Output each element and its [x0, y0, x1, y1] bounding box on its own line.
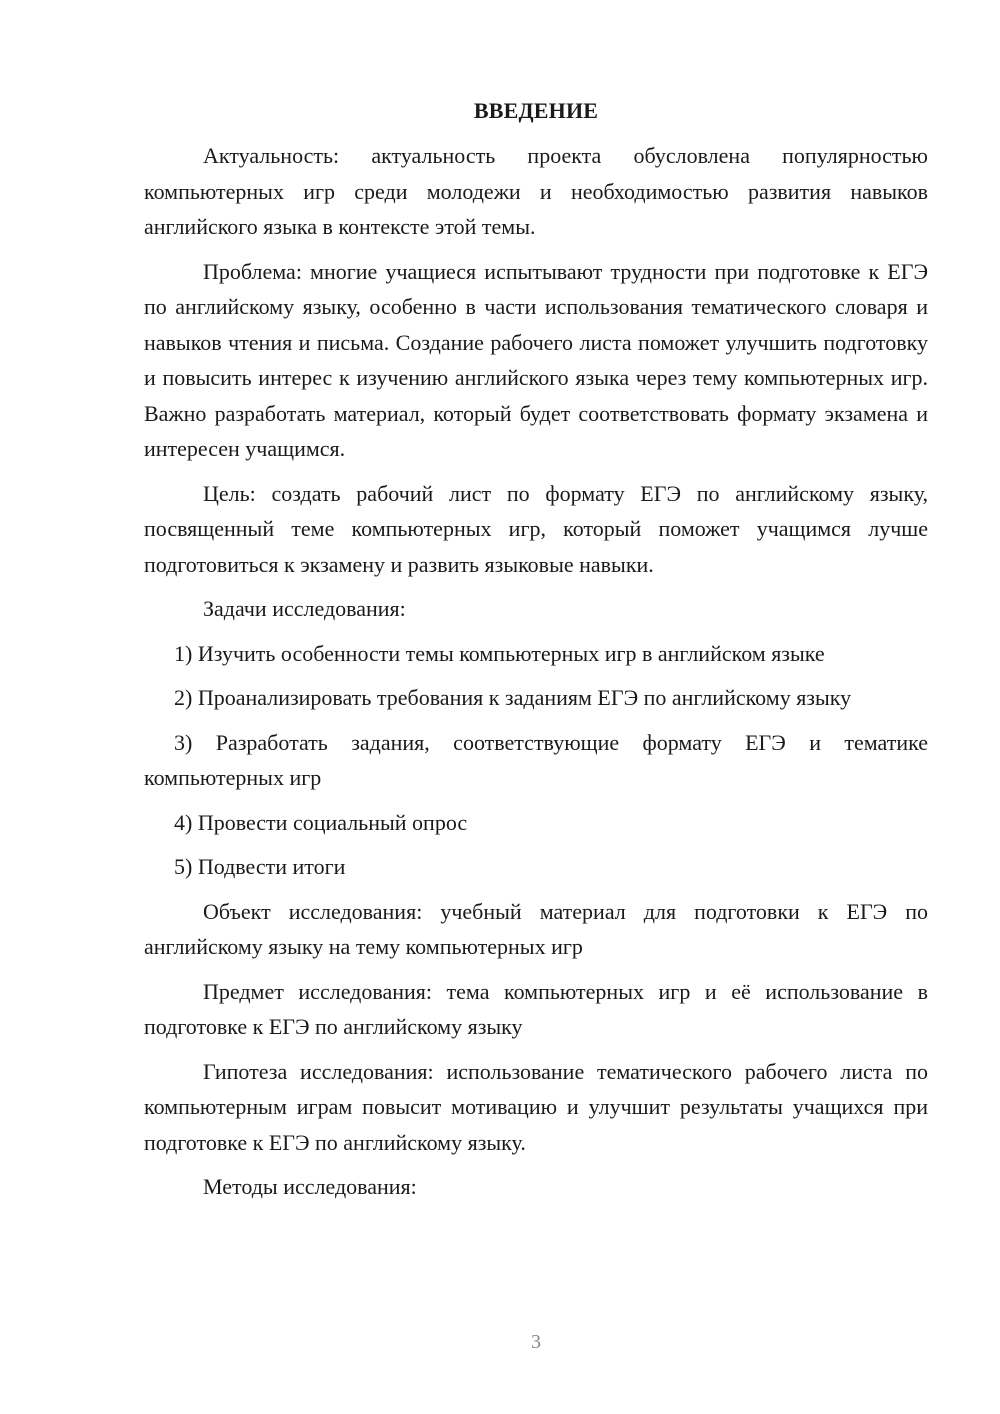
task-item-3: 3) Разработать задания, соответствующие формату ЕГЭ и тематике компьютерных игр [144, 729, 928, 790]
document-page [144, 95, 928, 1214]
task-item-1: 1) Изучить особенности темы компьютерных игр в английском языке [174, 640, 825, 666]
task-item-4: 4) Провести социальный опрос [174, 809, 468, 835]
page-number: 3 [531, 1331, 541, 1353]
paragraph-relevance: Актуальность: актуальность проекта обусловлена популярностью компьютерных игр среди молодежи и необходимостью развития навыков английского языка в контексте этой темы. [144, 143, 928, 239]
paragraph-subject: Предмет исследования: тема компьютерных игр и её использование в подготовке к ЕГЭ по английскому языку [144, 978, 928, 1039]
paragraph-problem: Проблема: многие учащиеся испытывают трудности при подготовке к ЕГЭ по английскому языку, особенно в части использования тематического словаря и навыков чтения и письма. Создание рабочего листа поможет улучшить подготовку и повысить интерес к изучению английского языка через тему компьютерных игр. Важно разработать материал, который будет соответствовать формату экзамена и интересен учащимся. [144, 258, 928, 461]
methods-heading: Методы исследования: [203, 1174, 417, 1199]
task-item-2: 2) Проанализировать требования к заданиям ЕГЭ по английскому языку [174, 685, 852, 710]
section-title: ВВЕДЕНИЕ [473, 98, 599, 123]
task-item-5: 5) Подвести итоги [174, 854, 346, 879]
paragraph-hypothesis: Гипотеза исследования: использование тематического рабочего листа по компьютерным играм повысит мотивацию и улучшит результаты учащихся при подготовке к ЕГЭ по английскому языку. [144, 1058, 928, 1155]
paragraph-goal: Цель: создать рабочий лист по формату ЕГЭ по английскому языку, посвященный теме компьютерных игр, который поможет учащимся лучше подготовиться к экзамену и развить языковые навыки. [144, 480, 928, 577]
tasks-heading: Задачи исследования: [203, 596, 406, 621]
paragraph-object: Объект исследования: учебный материал для подготовки к ЕГЭ по английскому языку на тему компьютерных игр [144, 898, 928, 959]
